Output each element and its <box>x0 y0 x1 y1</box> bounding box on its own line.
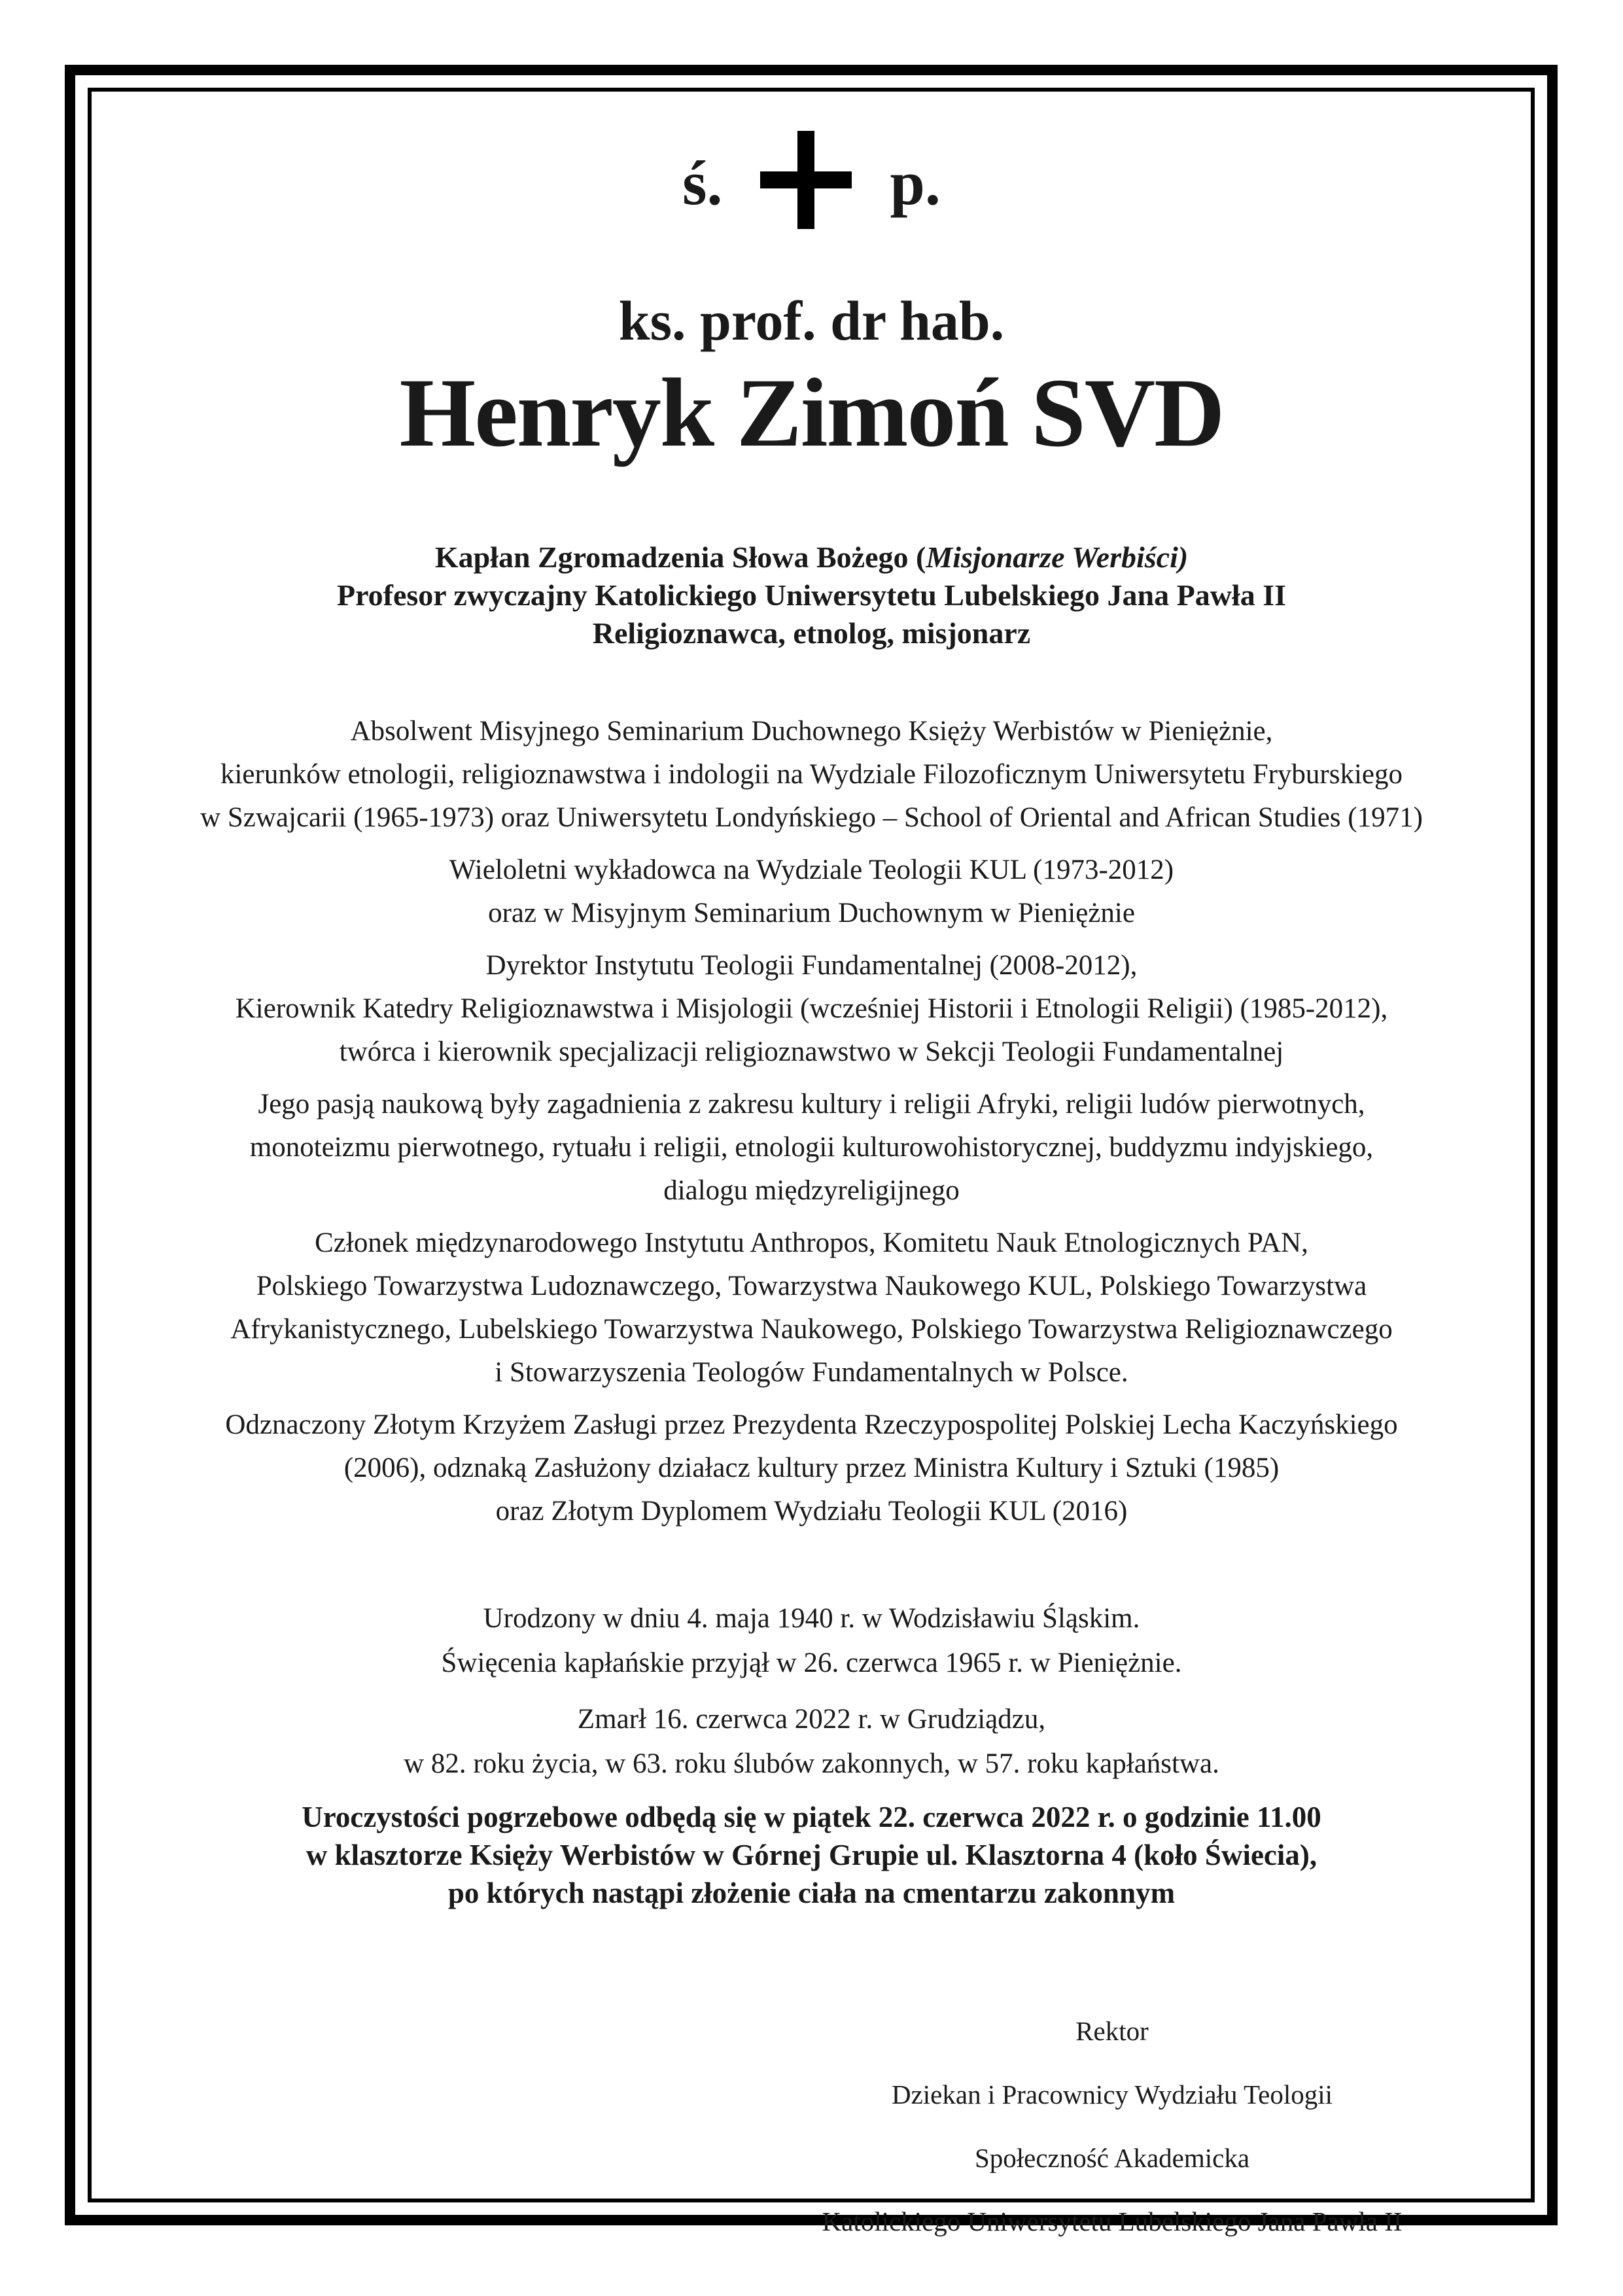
signature-line: Rektor <box>1075 2016 1149 2046</box>
role-line-1-bold: Kapłan Zgromadzenia Słowa Bożego ( <box>434 540 926 574</box>
biography <box>98 710 1525 1542</box>
role-line-1-italic: Misjonarze Werbiści) <box>926 540 1189 574</box>
signature-line: Dziekan i Pracownicy Wydziału Teologii <box>891 2079 1333 2110</box>
role-line-2: Profesor zwyczajny Katolickiego Uniwersytetu Lubelskiego Jana Pawła II <box>336 578 1287 612</box>
bio-line: Afrykanistycznego, Lubelskiego Towarzystwa Naukowego, Polskiego Towarzystwa Religioznawczego <box>230 1314 1393 1345</box>
sp-right: p. <box>890 148 941 218</box>
signature-block <box>752 1986 1472 2267</box>
roles-block <box>98 539 1525 652</box>
role-line-1 <box>98 539 1525 576</box>
bio-line: Odznaczony Złotym Krzyżem Zasługi przez Prezydenta Rzeczypospolitej Polskiej Lecha Kaczyńskiego <box>225 1409 1398 1440</box>
life-line: w 82. roku życia, w 63. roku ślubów zakonnych, w 57. roku kapłaństwa. <box>404 1748 1219 1779</box>
bio-line: Kierownik Katedry Religioznawstwa i Misjologii (wcześniej Historii i Etnologii Religii) (1985-2012), <box>235 993 1388 1024</box>
bio-line: dialogu międzyreligijnego <box>663 1175 960 1206</box>
bio-line: monoteizmu pierwotnego, rytuału i religii, etnologii kulturowohistorycznej, buddyzmu indyjskiego, <box>249 1132 1374 1163</box>
life-paragraph <box>98 1697 1525 1786</box>
funeral-line: po których nastąpi złożenie ciała na cmentarzu zakonnym <box>447 1877 1176 1909</box>
bio-line: Członek międzynarodowego Instytutu Anthropos, Komitetu Nauk Etnologicznych PAN, <box>315 1227 1308 1258</box>
life-line: Zmarł 16. czerwca 2022 r. w Grudziądzu, <box>577 1704 1046 1735</box>
bio-line: Absolwent Misyjnego Seminarium Duchownego Księży Werbistów w Pieniężnie, <box>350 716 1273 747</box>
bio-line: Jego pasją naukową były zagadnienia z zakresu kultury i religii Afryki, religii ludów pierwotnych, <box>258 1089 1365 1120</box>
signature-line: Społeczność Akademicka <box>974 2143 1250 2173</box>
signature-line: Katolickiego Uniwersytetu Lubelskiego Jana Pawła II <box>822 2206 1403 2236</box>
bio-paragraph <box>98 1222 1525 1394</box>
funeral-notice <box>98 1798 1525 1912</box>
sp-line <box>0 131 1623 275</box>
title-prefix: ks. prof. dr hab. <box>618 289 1005 352</box>
bio-paragraph <box>98 710 1525 839</box>
bio-line: Polskiego Towarzystwa Ludoznawczego, Towarzystwa Naukowego KUL, Polskiego Towarzystwa <box>256 1271 1367 1301</box>
bio-line: (2006), odznaką Zasłużony działacz kultury przez Ministra Kultury i Sztuki (1985) <box>343 1453 1280 1483</box>
bio-line: Dyrektor Instytutu Teologii Fundamentalnej (2008-2012), <box>485 950 1138 981</box>
bio-line: twórca i kierownik specjalizacji religioznawstwo w Sekcji Teologii Fundamentalnej <box>339 1036 1284 1067</box>
life-dates <box>98 1597 1525 1798</box>
bio-paragraph <box>98 944 1525 1074</box>
bio-line: Wieloletni wykładowca na Wydziale Teologii KUL (1973-2012) <box>449 855 1174 885</box>
bio-paragraph <box>98 1083 1525 1212</box>
bio-line: w Szwajcarii (1965-1973) oraz Uniwersytetu Londyńskiego – School of Oriental and African Studies (1971) <box>200 802 1423 833</box>
life-paragraph <box>98 1597 1525 1686</box>
bio-line: kierunków etnologii, religioznawstwa i indologii na Wydziale Filozoficznym Uniwersytetu Fryburskiego <box>220 759 1403 790</box>
bio-line: oraz w Misyjnym Seminarium Duchownym w Pieniężnie <box>488 898 1135 928</box>
deceased-name: Henryk Zimoń SVD <box>399 359 1224 467</box>
bio-paragraph <box>98 1404 1525 1533</box>
life-line: Święcenia kapłańskie przyjął w 26. czerwca 1965 r. w Pieniężnie. <box>441 1648 1182 1678</box>
life-line: Urodzony w dniu 4. maja 1940 r. w Wodzisławiu Śląskim. <box>483 1603 1140 1634</box>
cross-icon <box>760 131 852 236</box>
sp-left: ś. <box>682 148 723 218</box>
bio-line: i Stowarzyszenia Teologów Fundamentalnych w Polsce. <box>495 1357 1128 1388</box>
role-line-3: Religioznawca, etnolog, misjonarz <box>592 616 1031 650</box>
bio-line: oraz Złotym Dyplomem Wydziału Teologii KUL (2016) <box>495 1496 1128 1527</box>
funeral-line: Uroczystości pogrzebowe odbędą się w piątek 22. czerwca 2022 r. o godzinie 11.00 <box>302 1801 1321 1833</box>
bio-paragraph <box>98 849 1525 935</box>
funeral-line: w klasztorze Księży Werbistów w Górnej Grupie ul. Klasztorna 4 (koło Świecia), <box>305 1839 1318 1871</box>
